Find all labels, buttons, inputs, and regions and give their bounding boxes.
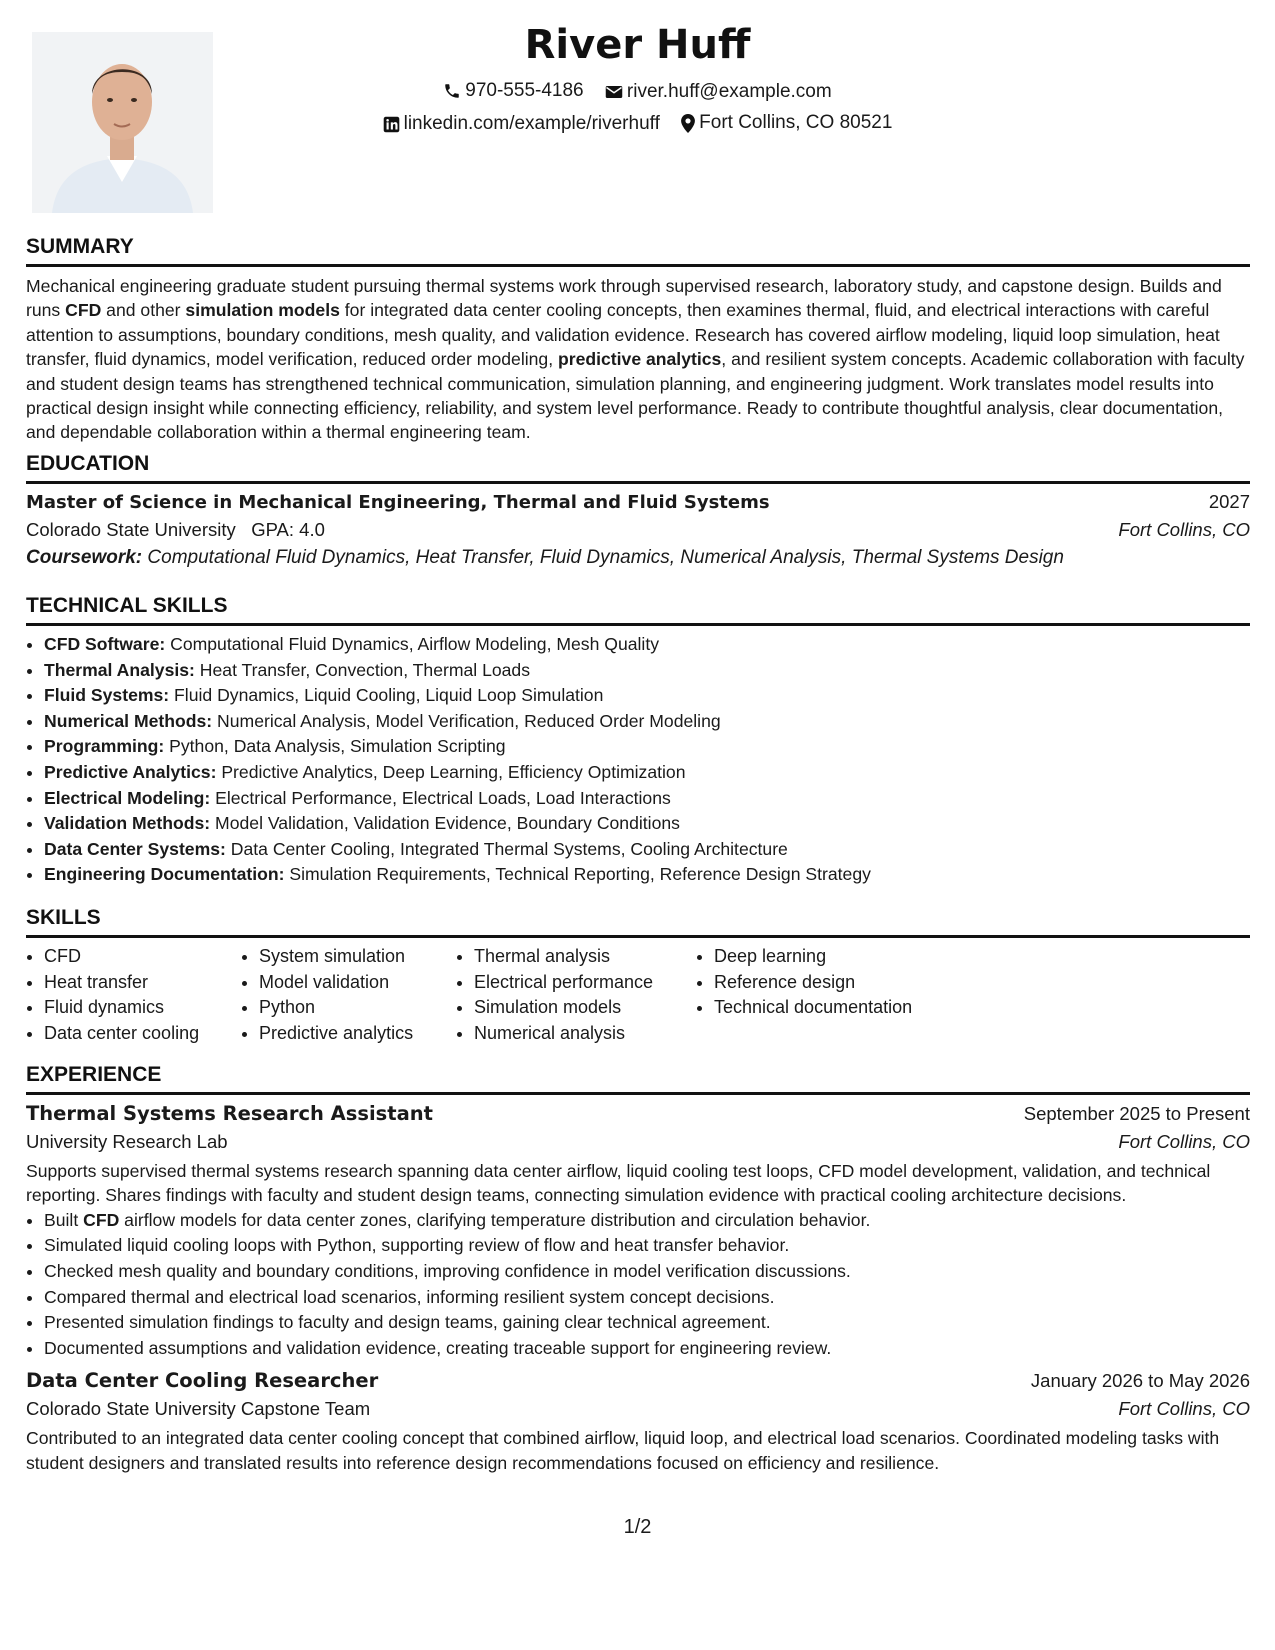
contact-line-1: [0, 80, 1275, 106]
skills-column-1: [26, 944, 241, 1046]
tech-skill-item: • Validation Methods: Model Validation, Validation Evidence, Boundary Conditions: [44, 811, 1250, 837]
phone-contact[interactable]: [443, 80, 583, 102]
job-bullet: • Checked mesh quality and boundary conditions, improving confidence in model verification discussions.: [44, 1259, 1250, 1285]
job-dates: September 2025 to Present: [1023, 1103, 1250, 1124]
tech-skill-item: • Thermal Analysis: Heat Transfer, Convection, Thermal Loads: [44, 658, 1250, 684]
gpa: GPA: 4.0: [251, 519, 325, 540]
skill-item: • Simulation models: [474, 995, 696, 1021]
section-title-experience: EXPERIENCE: [26, 1062, 1250, 1095]
school-name: Colorado State University: [26, 519, 236, 540]
skills-columns: [26, 944, 1250, 1046]
job-title: Data Center Cooling Researcher: [26, 1369, 379, 1393]
job-bullets: [26, 1208, 1250, 1362]
coursework-label: Coursework:: [26, 547, 143, 568]
skill-item: • Technical documentation: [714, 995, 974, 1021]
skill-item: • Fluid dynamics: [44, 995, 241, 1021]
tech-skill-item: • CFD Software: Computational Fluid Dynamics, Airflow Modeling, Mesh Quality: [44, 632, 1250, 658]
envelope-icon: [605, 84, 623, 100]
section-title-skills: SKILLS: [26, 905, 1250, 938]
phone-icon: [443, 82, 461, 100]
job-title: Thermal Systems Research Assistant: [26, 1102, 433, 1125]
school-info: [26, 519, 325, 541]
job-header-row: [26, 1369, 1250, 1392]
job-entry: [26, 1369, 1250, 1475]
job-location: Fort Collins, CO: [1118, 1131, 1250, 1152]
job-description: Contributed to an integrated data center cooling concept that combined airflow, liquid loop, and electrical load scenarios. Coordinated modeling tasks with student designers and translated results into reference design recommendations focused on efficiency and resilience.: [26, 1428, 1220, 1473]
contact-line-2: [0, 112, 1275, 139]
job-header-row: [26, 1102, 1250, 1125]
tech-skill-item: • Fluid Systems: Fluid Dynamics, Liquid Cooling, Liquid Loop Simulation: [44, 683, 1250, 709]
skill-item: • Deep learning: [714, 944, 974, 970]
linkedin-url: linkedin.com/example/riverhuff: [403, 113, 660, 134]
school-location: Fort Collins, CO: [1118, 519, 1250, 540]
job-bullet: • Documented assumptions and validation evidence, creating traceable support for engineering review.: [44, 1336, 1250, 1362]
skill-item: • Reference design: [714, 970, 974, 996]
education-degree-row: [26, 491, 1250, 513]
location-contact: [681, 112, 892, 134]
summary-text: Mechanical engineering graduate student pursuing thermal systems work through supervised research, laboratory study, and capstone design. Builds and runs CFD and other simulation models for integrated data center cooling concepts, then examines thermal, fluid, and electrical interactions with careful attention to assumptions, boundary conditions, mesh quality, and validation evidence. Research has covered airflow modeling, liquid loop simulation, heat transfer, fluid dynamics, model verification, reduced order modeling, predictive analytics, and resilient system concepts. Academic collaboration with faculty and student design teams has strengthened technical communication, simulation planning, and engineering judgment. Work translates model results into practical design insight while connecting efficiency, reliability, and system level performance. Ready to contribute thoughtful analysis, clear documentation, and dependable collaboration within a thermal engineering team.: [26, 276, 1245, 443]
skills-column-2: [241, 944, 456, 1046]
skills-section: [26, 905, 1250, 1046]
tech-skill-item: • Data Center Systems: Data Center Cooling, Integrated Thermal Systems, Cooling Architecture: [44, 837, 1250, 863]
tech-skill-item: • Engineering Documentation: Simulation Requirements, Technical Reporting, Reference Design Strategy: [44, 862, 1250, 888]
email-address: river.huff@example.com: [626, 81, 832, 102]
job-location: Fort Collins, CO: [1118, 1398, 1250, 1420]
coursework: [26, 547, 1250, 569]
job-bullet: • Simulated liquid cooling loops with Python, supporting review of flow and heat transfer behavior.: [44, 1233, 1250, 1259]
job-entry: [26, 1102, 1250, 1361]
skill-item: • CFD: [44, 944, 241, 970]
section-title-technical-skills: TECHNICAL SKILLS: [26, 593, 1250, 626]
section-title-education: EDUCATION: [26, 451, 1250, 484]
phone-number: 970-555-4186: [465, 80, 584, 101]
job-org-row: [26, 1398, 1250, 1420]
summary-section: [26, 234, 1250, 445]
technical-skills-section: [26, 593, 1250, 888]
degree-year: 2027: [1208, 491, 1250, 512]
tech-skill-item: • Programming: Python, Data Analysis, Simulation Scripting: [44, 734, 1250, 760]
candidate-name: River Huff: [524, 22, 751, 68]
section-title-summary: SUMMARY: [26, 234, 1250, 267]
page-number: 1/2: [623, 1516, 652, 1538]
location-text: Fort Collins, CO 80521: [699, 112, 893, 133]
tech-skill-item: • Numerical Methods: Numerical Analysis, Model Verification, Reduced Order Modeling: [44, 709, 1250, 735]
job-dates: January 2026 to May 2026: [1030, 1370, 1250, 1392]
education-school-row: [26, 519, 1250, 541]
skills-column-3: [456, 944, 696, 1046]
degree-title: Master of Science in Mechanical Engineering, Thermal and Fluid Systems: [26, 492, 770, 513]
job-bullet: • Presented simulation findings to faculty and design teams, gaining clear technical agreement.: [44, 1310, 1250, 1336]
skills-column-4: [696, 944, 974, 1046]
tech-skill-item: • Predictive Analytics: Predictive Analytics, Deep Learning, Efficiency Optimization: [44, 760, 1250, 786]
map-pin-icon: [681, 114, 695, 133]
job-organization: Colorado State University Capstone Team: [26, 1398, 371, 1420]
skill-item: • System simulation: [259, 944, 456, 970]
education-section: [26, 451, 1250, 569]
job-bullet: • Compared thermal and electrical load scenarios, informing resilient system concept decisions.: [44, 1285, 1250, 1311]
job-description: Supports supervised thermal systems research spanning data center airflow, liquid cooling test loops, CFD model development, validation, and technical reporting. Shares findings with faculty and student design teams, connecting simulation evidence with practical cooling architecture decisions.: [26, 1161, 1211, 1206]
coursework-list: Computational Fluid Dynamics, Heat Transfer, Fluid Dynamics, Numerical Analysis, Thermal Systems Design: [142, 547, 1064, 568]
skill-item: • Data center cooling: [44, 1021, 241, 1047]
experience-section: [26, 1062, 1250, 1475]
job-bullet: • Built CFD airflow models for data center zones, clarifying temperature distribution and circulation behavior.: [44, 1208, 1250, 1234]
skill-item: • Numerical analysis: [474, 1021, 696, 1047]
skill-item: • Thermal analysis: [474, 944, 696, 970]
email-contact[interactable]: [605, 81, 832, 103]
tech-skill-item: • Electrical Modeling: Electrical Performance, Electrical Loads, Load Interactions: [44, 786, 1250, 812]
skill-item: • Electrical performance: [474, 970, 696, 996]
linkedin-icon: [383, 116, 400, 133]
job-organization: University Research Lab: [26, 1131, 228, 1152]
job-org-row: [26, 1131, 1250, 1153]
technical-skills-list: [26, 632, 1250, 888]
linkedin-contact[interactable]: [383, 113, 660, 135]
skill-item: • Python: [259, 995, 456, 1021]
skill-item: • Model validation: [259, 970, 456, 996]
skill-item: • Predictive analytics: [259, 1021, 456, 1047]
skill-item: • Heat transfer: [44, 970, 241, 996]
